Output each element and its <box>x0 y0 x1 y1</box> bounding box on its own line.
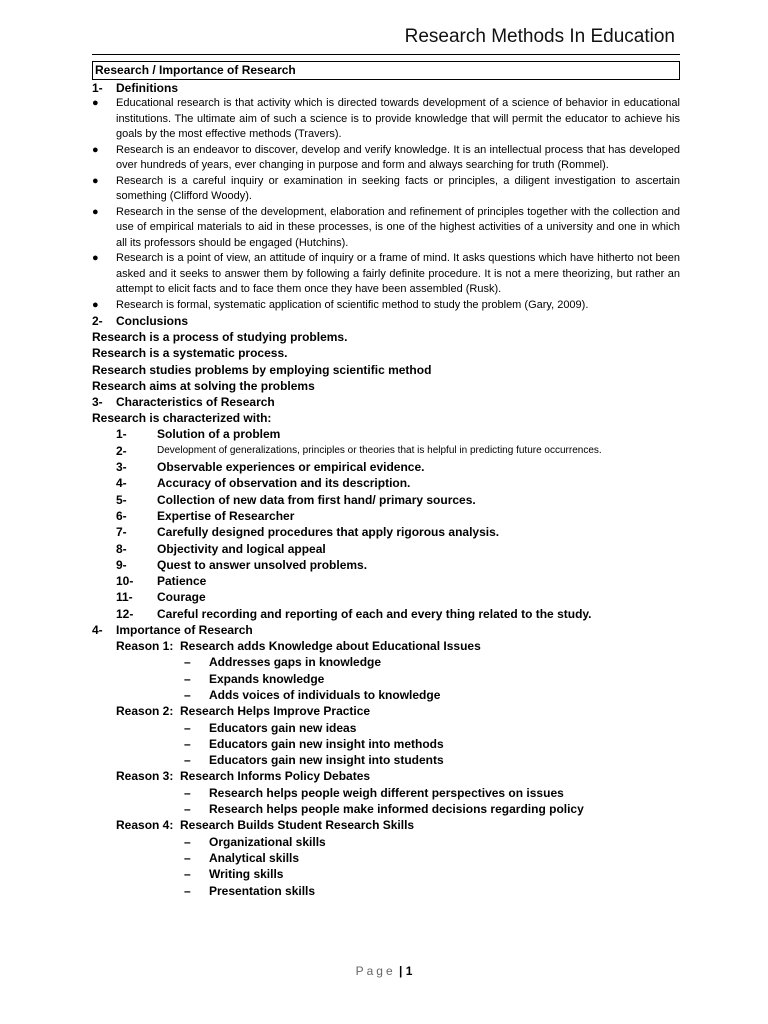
dash-icon: – <box>184 687 191 702</box>
reason-label: Reason 3: <box>116 769 174 784</box>
definition-text: Research is a point of view, an attitude of inquiry or a frame of mind. It asks questions which have hitherto not been asked and it seeks to answer them by following a fairly definite procedure. It is not a mere theorizing, but rather an attempt to elicit facts and to face them once they have been assembled (Rusk). <box>116 252 680 295</box>
bullet-icon: ● <box>92 97 99 109</box>
item-text: Collection of new data from first hand/ primary sources. <box>157 492 476 507</box>
item-text: Solution of a problem <box>157 427 281 442</box>
reason-subitem <box>92 801 680 817</box>
definition-item <box>92 298 680 314</box>
definition-item <box>92 205 680 252</box>
item-text: Carefully designed procedures that apply rigorous analysis. <box>157 525 500 540</box>
reason-title: Research adds Knowledge about Educational Issues <box>180 639 481 654</box>
page-footer <box>0 964 768 978</box>
item-text: Objectivity and logical appeal <box>157 541 326 556</box>
characteristic-item <box>92 524 680 540</box>
bullet-icon: ● <box>92 143 99 156</box>
subitem-text: Adds voices of individuals to knowledge <box>209 687 441 702</box>
section-number: 1- <box>92 81 103 95</box>
characteristic-item <box>92 475 680 491</box>
dash-icon: – <box>184 785 191 800</box>
page-header-title: Research Methods In Education <box>404 26 675 47</box>
characteristic-item <box>92 557 680 573</box>
dash-icon: – <box>184 753 191 768</box>
item-text: Careful recording and reporting of each and every thing related to the study. <box>157 606 592 621</box>
section-characteristics-heading <box>92 394 680 410</box>
item-number: 1- <box>116 427 127 442</box>
dash-icon: – <box>184 834 191 849</box>
definition-text: Research is an endeavor to discover, develop and verify knowledge. It is an intellectual process that has developed over hundreds of years, ever changing in purpose and form and always searching for truth (Rommel). <box>116 143 680 171</box>
dash-icon: – <box>184 720 191 735</box>
item-number: 8- <box>116 541 127 556</box>
reason-subitem <box>92 687 680 703</box>
item-number: 11- <box>116 590 133 605</box>
reason-subitem <box>92 720 680 736</box>
reason-subitem <box>92 785 680 801</box>
characteristic-item <box>92 443 680 459</box>
item-text: Expertise of Researcher <box>157 508 295 523</box>
subitem-text: Writing skills <box>209 867 284 882</box>
item-number: 10- <box>116 574 134 589</box>
item-text: Patience <box>157 574 207 589</box>
definition-item <box>92 143 680 174</box>
characteristic-item <box>92 459 680 475</box>
characteristic-item <box>92 589 680 605</box>
section-title: Characteristics of Research <box>116 395 275 410</box>
dash-icon: – <box>184 655 191 670</box>
dash-icon: – <box>184 850 191 865</box>
reason-subitem <box>92 834 680 850</box>
header-divider <box>92 54 680 55</box>
item-text: Quest to answer unsolved problems. <box>157 557 368 572</box>
reason-label: Reason 2: <box>116 704 174 719</box>
subitem-text: Educators gain new ideas <box>209 720 357 735</box>
reason-subitem <box>92 883 680 899</box>
reason-subitem <box>92 736 680 752</box>
section-definitions-heading <box>92 80 680 96</box>
item-number: 2- <box>116 443 127 458</box>
dash-icon: – <box>184 867 191 882</box>
document-body <box>92 61 680 899</box>
subitem-text: Research helps people weigh different perspectives on issues <box>209 785 564 800</box>
subitem-text: Organizational skills <box>209 834 326 849</box>
item-text: Courage <box>157 590 206 605</box>
page-word: Page <box>355 964 396 978</box>
conclusion-line: Research aims at solving the problems <box>92 378 315 393</box>
item-number: 12- <box>116 606 134 621</box>
conclusion-line: Research is a systematic process. <box>92 346 288 361</box>
subitem-text: Presentation skills <box>209 883 316 898</box>
item-text: Accuracy of observation and its description. <box>157 476 411 491</box>
item-number: 6- <box>116 508 127 523</box>
subitem-text: Research helps people make informed decisions regarding policy <box>209 802 584 817</box>
definition-text: Research is formal, systematic application of scientific method to study the problem (Gary, 2009). <box>116 298 589 311</box>
characteristic-item <box>92 573 680 589</box>
section-number: 3- <box>92 395 103 410</box>
reason-label: Reason 4: <box>116 818 174 833</box>
characteristic-item <box>92 606 680 622</box>
reason-heading <box>92 768 680 784</box>
definition-item <box>92 174 680 205</box>
reason-title: Research Helps Improve Practice <box>180 704 371 719</box>
bullet-icon: ● <box>92 298 99 311</box>
definition-text: Research in the sense of the development, elaboration and refinement of principles together with the collection and use of empirical materials to aid in these processes, is one of the highest activities of a university and one in which all its professors should be engaged (Hutchins). <box>116 205 680 249</box>
page-separator: | <box>398 964 403 978</box>
characteristic-item <box>92 541 680 557</box>
definition-item <box>92 251 680 298</box>
dash-icon: – <box>184 883 191 898</box>
subitem-text: Expands knowledge <box>209 671 325 686</box>
item-text: Development of generalizations, principles or theories that is helpful in predicting future occurrences. <box>157 444 602 456</box>
reason-subitem <box>92 752 680 768</box>
item-number: 7- <box>116 525 127 540</box>
item-number: 3- <box>116 460 127 475</box>
conclusion-line: Research studies problems by employing scientific method <box>92 362 432 377</box>
characteristics-intro: Research is characterized with: <box>92 411 272 426</box>
characteristic-item <box>92 426 680 442</box>
section-title: Definitions <box>116 81 178 95</box>
reason-subitem <box>92 866 680 882</box>
section-number: 2- <box>92 314 103 328</box>
section-title: Conclusions <box>116 314 189 328</box>
dash-icon: – <box>184 671 191 686</box>
reason-title: Research Informs Policy Debates <box>180 769 371 784</box>
item-number: 4- <box>116 476 127 491</box>
item-number: 5- <box>116 492 127 507</box>
bullet-icon: ● <box>92 252 99 264</box>
item-number: 9- <box>116 557 127 572</box>
characteristic-item <box>92 492 680 508</box>
reason-subitem <box>92 671 680 687</box>
bullet-icon: ● <box>92 205 99 218</box>
section-number: 4- <box>92 623 103 638</box>
subitem-text: Educators gain new insight into methods <box>209 736 444 751</box>
subitem-text: Analytical skills <box>209 850 300 865</box>
characteristic-item <box>92 508 680 524</box>
reason-subitem <box>92 654 680 670</box>
definition-item <box>92 96 680 143</box>
definition-text: Research is a careful inquiry or examination in seeking facts or principles, a diligent investigation to ascertain something (Clifford Woody). <box>116 174 680 202</box>
bullet-icon: ● <box>92 174 99 187</box>
subitem-text: Addresses gaps in knowledge <box>209 655 382 670</box>
dash-icon: – <box>184 736 191 751</box>
section-conclusions-heading <box>92 313 680 329</box>
item-text: Observable experiences or empirical evidence. <box>157 460 425 475</box>
conclusion-line: Research is a process of studying problems. <box>92 330 348 344</box>
page-number: 1 <box>405 964 413 978</box>
dash-icon: – <box>184 802 191 817</box>
reason-heading <box>92 703 680 719</box>
section-title: Importance of Research <box>116 623 253 638</box>
reason-title: Research Builds Student Research Skills <box>180 818 415 833</box>
subitem-text: Educators gain new insight into students <box>209 753 444 768</box>
title-box: Research / Importance of Research <box>92 61 680 80</box>
reason-heading <box>92 638 680 654</box>
section-importance-heading <box>92 622 680 638</box>
reason-heading <box>92 817 680 833</box>
reason-subitem <box>92 850 680 866</box>
definition-text: Educational research is that activity which is directed towards development of a science of behavior in educational institutions. The ultimate aim of such a science is to provide knowledge that will permit the educator to achieve his goals by the most effective methods (Travers). <box>116 97 680 140</box>
reason-label: Reason 1: <box>116 639 174 654</box>
